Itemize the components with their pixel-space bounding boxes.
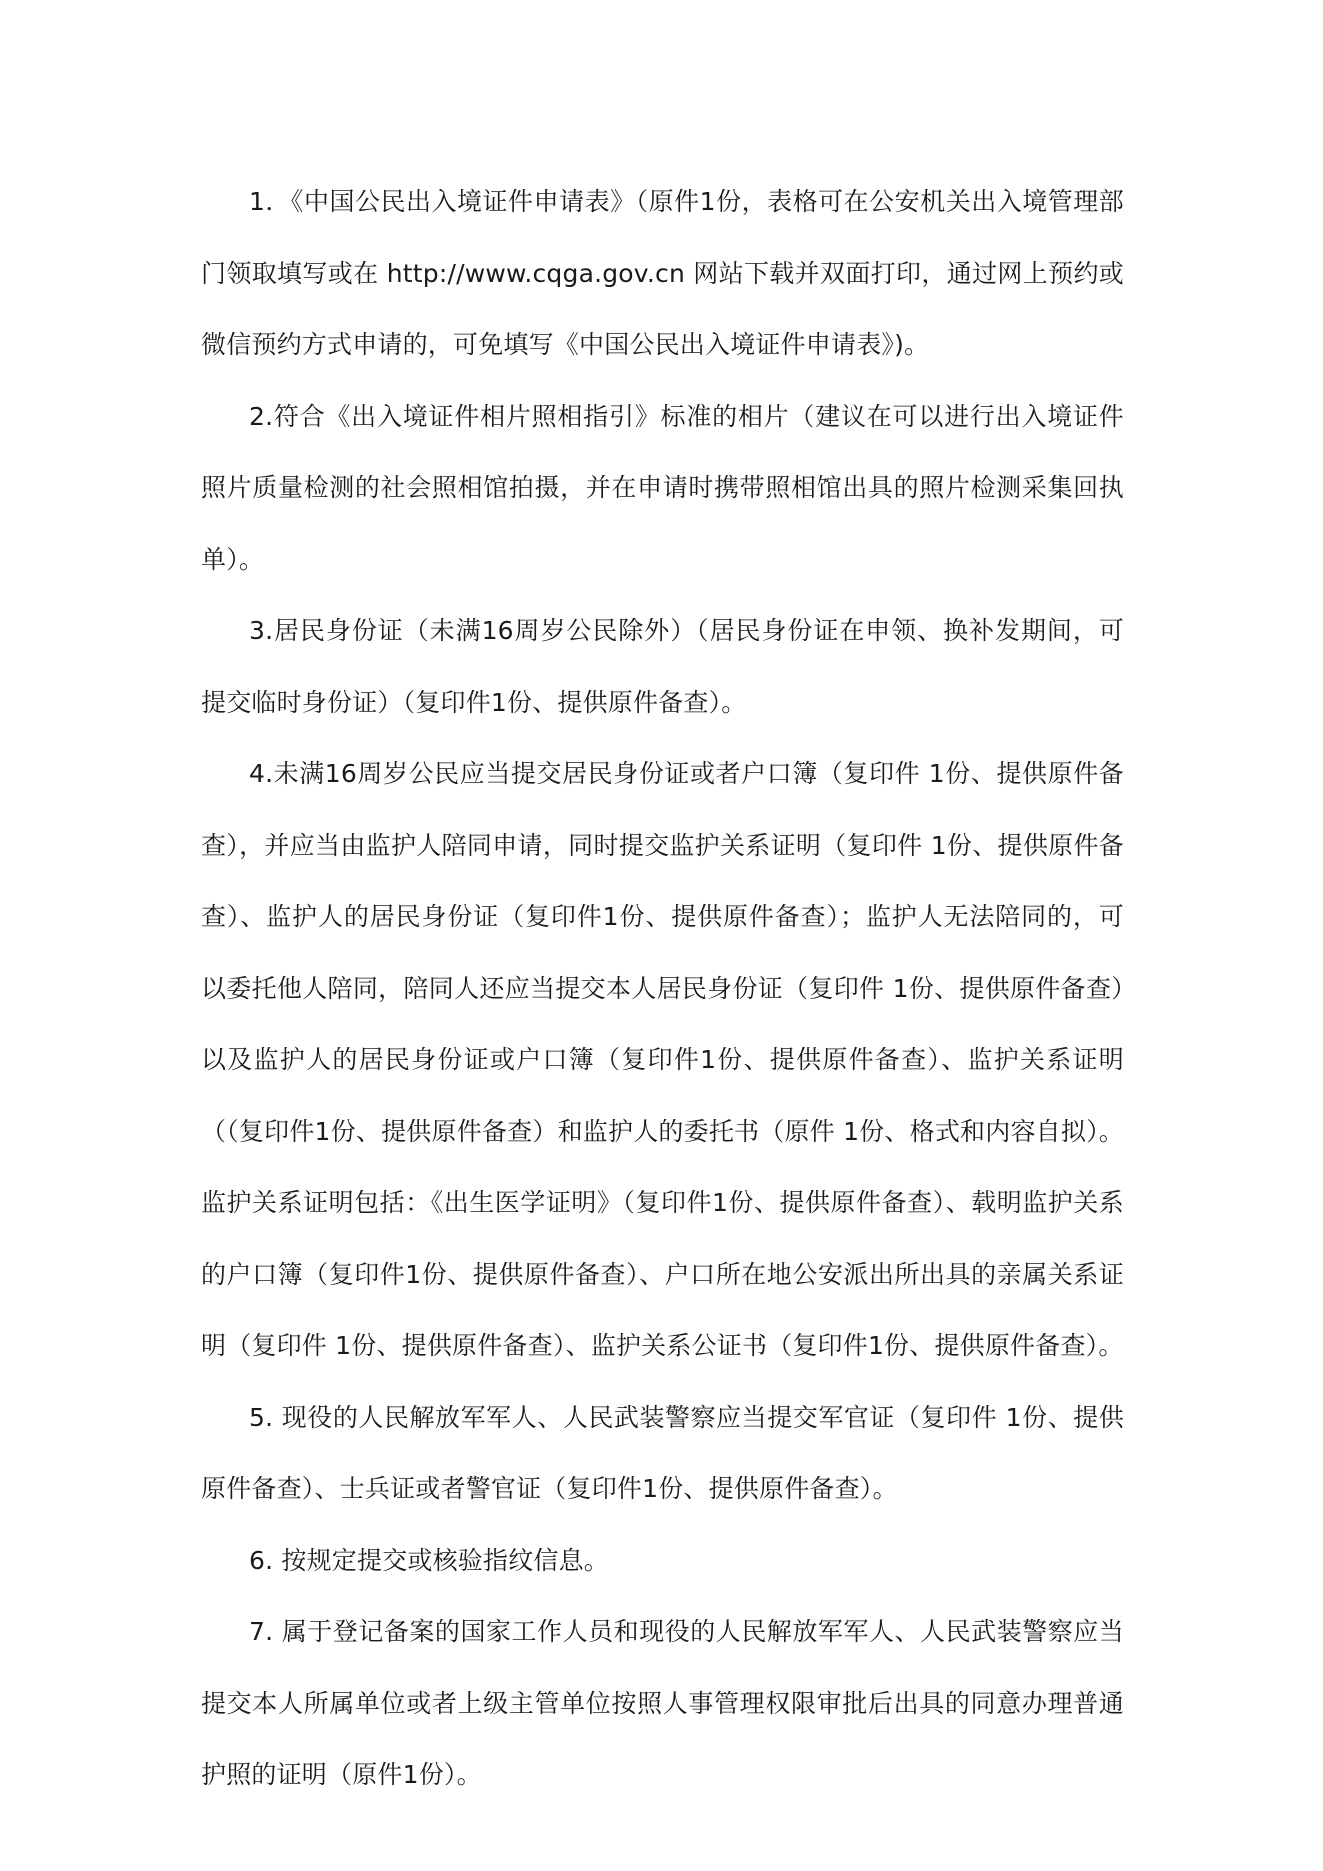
paragraph-7: 7. 属于登记备案的国家工作人员和现役的人民解放军军人、人民武装警察应当提交本人所属单位或者上级主管单位按照人事管理权限审批后出具的同意办理普通护照的证明（原件1份）。 xyxy=(201,1617,1124,1789)
paragraph-2: 2.符合《出入境证件相片照相指引》标准的相片（建议在可以进行出入境证件照片质量检测的社会照相馆拍摄，并在申请时携带照相馆出具的照片检测采集回执单）。 xyxy=(201,401,1124,574)
document-body xyxy=(201,166,1124,1811)
paragraph-4: 4.未满16周岁公民应当提交居民身份证或者户口簿（复印件 1份、提供原件备查），并应当由监护人陪同申请，同时提交监护关系证明（复印件 1份、提供原件备查）、监护人的居民身份证（复印件1份、提供原件备查）；监护人无法陪同的，可以委托他人陪同，陪同人还应当提交本人居民身份证（复印件 1份、提供原件备查）以及监护人的居民身份证或户口簿（复印件1份、提供原件备查）、监护关系证明（（复印件1份、提供原件备查）和监护人的委托书（原件 1份、格式和内容自拟）。监护关系证明包括：《出生医学证明》（复印件1份、提供原件备查）、载明监护关系的户口簿（复印件1份、提供原件备查）、户口所在地公安派出所出具的亲属关系证明（复印件 1份、提供原件备查）、监护关系公证书（复印件1份、提供原件备查）。 xyxy=(201,759,1124,1360)
paragraph-3: 3.居民身份证（未满16周岁公民除外）（居民身份证在申领、换补发期间，可提交临时身份证）（复印件1份、提供原件备查）。 xyxy=(201,616,1124,717)
paragraph-1: 1．《中国公民出入境证件申请表》（原件1份，表格可在公安机关出入境管理部门领取填写或在 http://www.cqga.gov.cn 网站下载并双面打印，通过网上预约或微信预约方式申请的，可免填写《中国公民出入境证件申请表》)。 xyxy=(201,187,1124,359)
paragraph-5: 5. 现役的人民解放军军人、人民武装警察应当提交军官证（复印件 1份、提供原件备查）、士兵证或者警官证（复印件1份、提供原件备查）。 xyxy=(201,1402,1124,1503)
paragraph-6: 6. 按规定提交或核验指纹信息。 xyxy=(249,1545,610,1575)
